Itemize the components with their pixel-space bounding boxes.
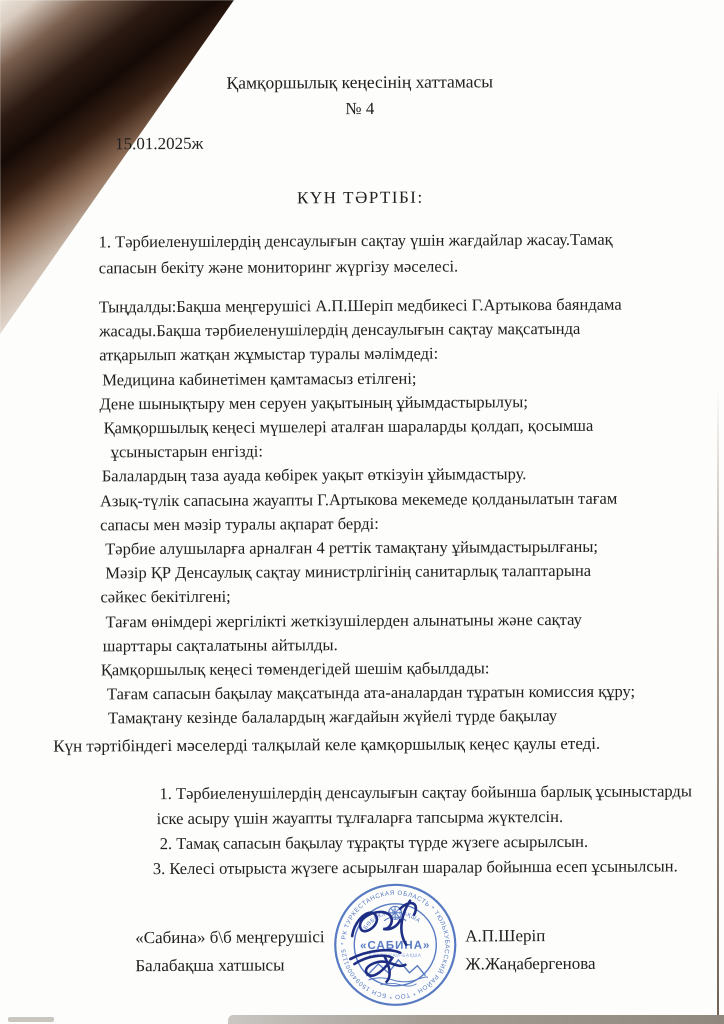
body-line: сапасы мен мәзір туралы ақпарат берді: [100, 513, 379, 535]
resolution-line: 3. Келесі отырыста жүзеге асырылған шаралар бойынша есеп ұсынылсын. [152, 856, 678, 879]
signature-role-secretary: Балабақша хатшысы [135, 955, 285, 976]
document-date: 15.01.2025ж [115, 133, 204, 154]
signature-name-secretary: Ж.Жаңабергенова [465, 953, 596, 974]
resolution-line: 1. Тәрбиеленушілердің денсаулығын сақтау бойынша барлық ұсыныстарды [159, 781, 692, 804]
body-line: Дене шынықтыру мен серуен уақытының ұйымдастырылуы; [99, 391, 528, 414]
resolution-list [151, 778, 692, 881]
resolution-intro: Күн тәртібіндегі мәселерді талқылай келе қамқоршылық кеңес қаулы етеді. [53, 733, 601, 756]
body-line: атқарылып жатқан жұмыстар туралы мәлімдеді: [99, 344, 439, 365]
signature-name-manager: А.П.Шеріп [465, 926, 546, 946]
body-line: Қамқоршылық кеңесі төмендегідей шешім қабылдады: [100, 658, 490, 680]
agenda-item [99, 227, 613, 281]
minutes-body [99, 293, 635, 731]
signature-ink [340, 895, 462, 984]
body-line: Азық-түлік сапасына жауапты Г.Артыкова мекемеде қолданылатын тағам [99, 488, 618, 510]
body-line: шарттары сақталатыны айтылды. [102, 634, 338, 656]
document-title: Қамқоршылық кеңесінің хаттамасы [226, 71, 494, 93]
body-line: Балалардың таза ауада көбірек уақыт өткізуін ұйымдастыру. [101, 464, 527, 486]
body-line: Қамқоршылық кеңесі мүшелері аталған шараларды қолдап, қосымша [103, 415, 594, 438]
stamp-arc-text: БӨБЕКЖАЙ-БАҚША [362, 909, 422, 931]
body-line: ұсыныстарын енгізді: [110, 441, 263, 462]
resolution-line: 2. Тамақ сапасын бақылау тұрақты түрде жүзеге асырылсын. [159, 831, 589, 854]
body-line: Тамақтану кезінде балалардың жағдайын жүйелі түрде бақылау [108, 706, 558, 728]
agenda-heading: КҮН ТӘРТІБІ: [296, 187, 424, 208]
resolution-line: іске асыру үшін жауапты тұлғаларға тапсырма жүктелсін. [156, 806, 564, 829]
stamp-ring-text: * РК ТУРКЕСТАНСКАЯ ОБЛАСТЬ * ТЮЛЬКУБАССКИЙ РАЙОН * ТОО * БСН 150940001125 [340, 889, 451, 1000]
body-line: Тыңдалды:Бақша меңгерушісі А.П.Шеріп медбикесі Г.Артыкова баяндама [98, 294, 622, 317]
body-line: Мәзір ҚР Денсаулық сақтау министрлігінің санитарлық талаптарына [105, 561, 592, 583]
body-line: жасады.Бақша тәрбиеленушілердің денсаулығын сақтау мақсатында [98, 319, 581, 341]
body-line: сәйкес бекітілгені; [100, 587, 231, 607]
document-number: № 4 [345, 98, 375, 119]
body-line: Тағам сапасын бақылау мақсатында ата-аналардан тұратын комиссия құру; [106, 681, 636, 704]
signature-role-manager: «Сабина» б\б меңгерушісі [135, 927, 325, 948]
body-line: Тағам өнімдері жергілікті жеткізушілерден алынатыны және сақтау [105, 609, 582, 631]
agenda-item-line: 1. Тәрбиеленушілердің денсаулығын сақтау үшін жағдайлар жасау.Тамақ [98, 229, 613, 252]
stamp-sub-text: БӨБЕКЖАЙ-БАҚША [369, 953, 422, 959]
stamp-center-text: «САБИНА» [360, 939, 431, 953]
body-line: Тәрбие алушыларға арналған 4 реттік тамақтану ұйымдастырылғаны; [105, 536, 599, 559]
agenda-item-line: сапасын бекіту және мониторинг жүргізу мәселесі. [98, 255, 459, 277]
body-line: Медицина кабинетімен қамтамасыз етілгені; [102, 368, 417, 389]
signature-strokes [350, 901, 416, 982]
